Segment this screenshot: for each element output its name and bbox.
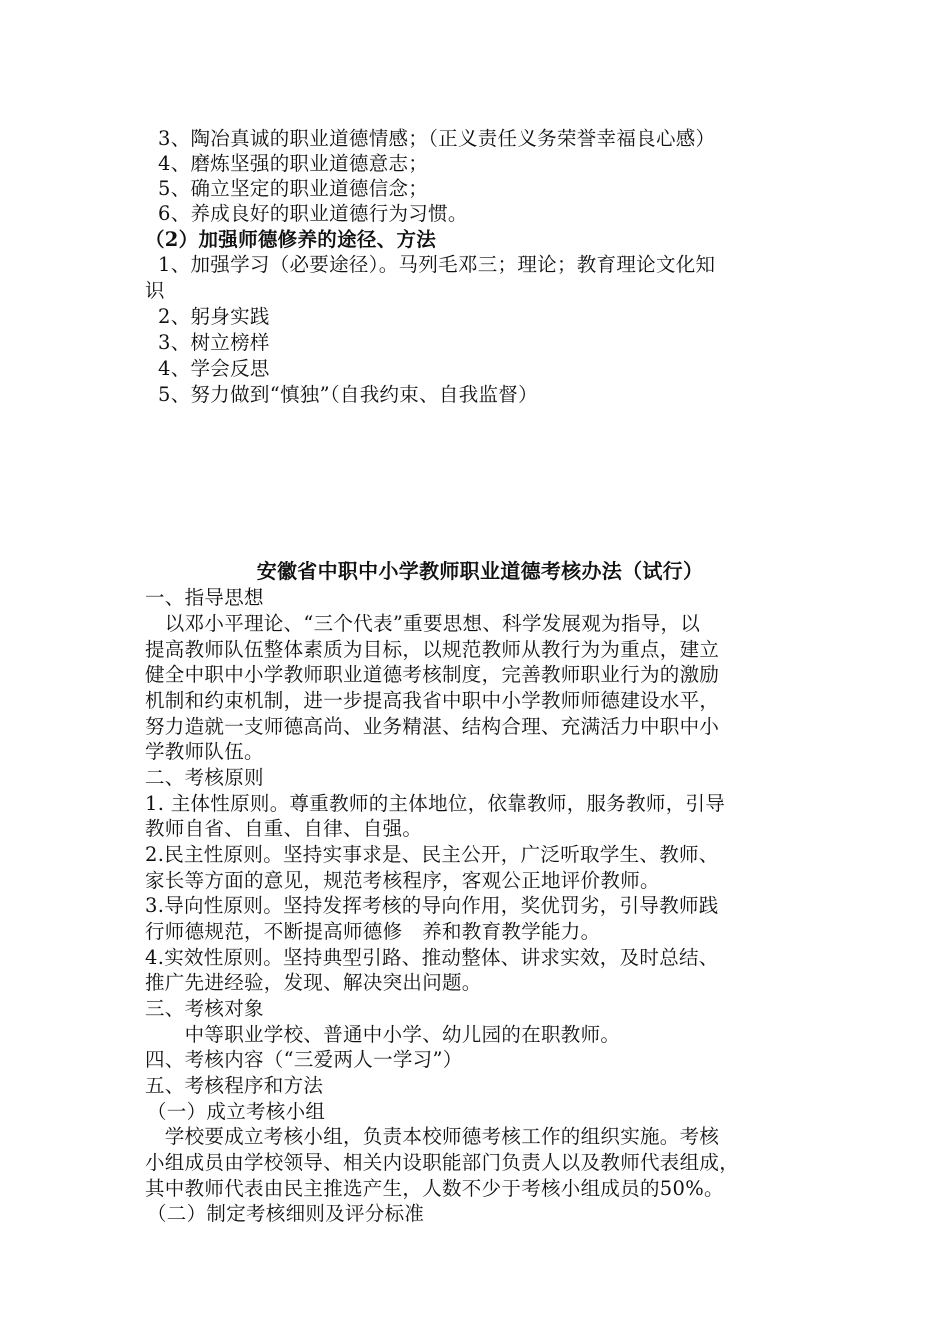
paragraph-line: 努力造就一支师德高尚、业务精湛、结构合理、充满活力中职中小 [145,715,720,738]
section-heading: 三、考核对象 [145,997,264,1020]
paragraph-line: 小组成员由学校领导、相关内设职能部门负责人以及教师代表组成， [145,1151,740,1174]
section-heading: 五、考核程序和方法 [145,1074,324,1097]
section-heading: 一、指导思想 [145,586,264,609]
paragraph-line: 家长等方面的意见，规范考核程序，客观公正地评价教师。 [145,869,660,892]
paragraph-line: 行师德规范，不断提高师德修 养和教育教学能力。 [145,920,601,943]
list-item: 6、养成良好的职业道德行为习惯。 [158,202,468,225]
list-item: 1、加强学习（必要途径）。马列毛邓三；理论；教育理论文化知 [158,253,716,276]
paragraph-line: 学教师队伍。 [145,740,264,763]
paragraph-line: 教师自省、自重、自律、自强。 [145,817,423,840]
section-heading: （2）加强师德修养的途径、方法 [145,228,437,251]
paragraph-line: 2.民主性原则。坚持实事求是、民主公开，广泛听取学生、教师、 [145,843,719,866]
paragraph-line: 学校要成立考核小组，负责本校师德考核工作的组织实施。考核 [145,1125,720,1148]
paragraph-line: 健全中职中小学教师职业道德考核制度，完善教师职业行为的激励 [145,663,720,686]
paragraph-line: 4.实效性原则。坚持典型引路、推动整体、讲求实效，及时总结、 [145,946,719,969]
paragraph-line: 其中教师代表由民主推选产生，人数不少于考核小组成员的50%。 [145,1177,724,1200]
list-item: 4、学会反思 [158,357,270,380]
list-item: 3、树立榜样 [158,331,270,354]
list-item: 5、确立坚定的职业道德信念； [158,177,429,200]
subsection-heading: （一）成立考核小组 [147,1100,326,1123]
section-heading: 二、考核原则 [145,766,264,789]
list-item-continuation: 识 [145,279,165,302]
paragraph-line: 机制和约束机制，进一步提高我省中职中小学教师师德建设水平， [145,689,720,712]
paragraph-line: 3.导向性原则。坚持发挥考核的导向作用，奖优罚劣，引导教师践 [145,894,719,917]
paragraph-line: 提高教师队伍整体素质为目标，以规范教师从教行为为重点，建立 [145,638,720,661]
paragraph-line: 中等职业学校、普通中小学、幼儿园的在职教师。 [145,1023,621,1046]
section-heading: 四、考核内容（“三爱两人一学习”） [145,1048,463,1071]
list-item: 2、躬身实践 [158,305,270,328]
list-item: 3、陶冶真诚的职业道德情感；（正义责任义务荣誉幸福良心感） [158,127,716,150]
paragraph-line: 以邓小平理论、“三个代表”重要思想、科学发展观为指导，以 [145,612,701,635]
list-item: 5、努力做到“慎独”（自我约束、自我监督） [158,383,538,406]
paragraph-line: 推广先进经验，发现、解决突出问题。 [145,971,482,994]
list-item: 4、磨炼坚强的职业道德意志； [158,152,429,175]
document-title: 安徽省中职中小学教师职业道德考核办法（试行） [256,559,704,583]
subsection-heading: （二）制定考核细则及评分标准 [147,1202,425,1225]
paragraph-line: 1. 主体性原则。尊重教师的主体地位，依靠教师，服务教师，引导 [145,792,726,815]
